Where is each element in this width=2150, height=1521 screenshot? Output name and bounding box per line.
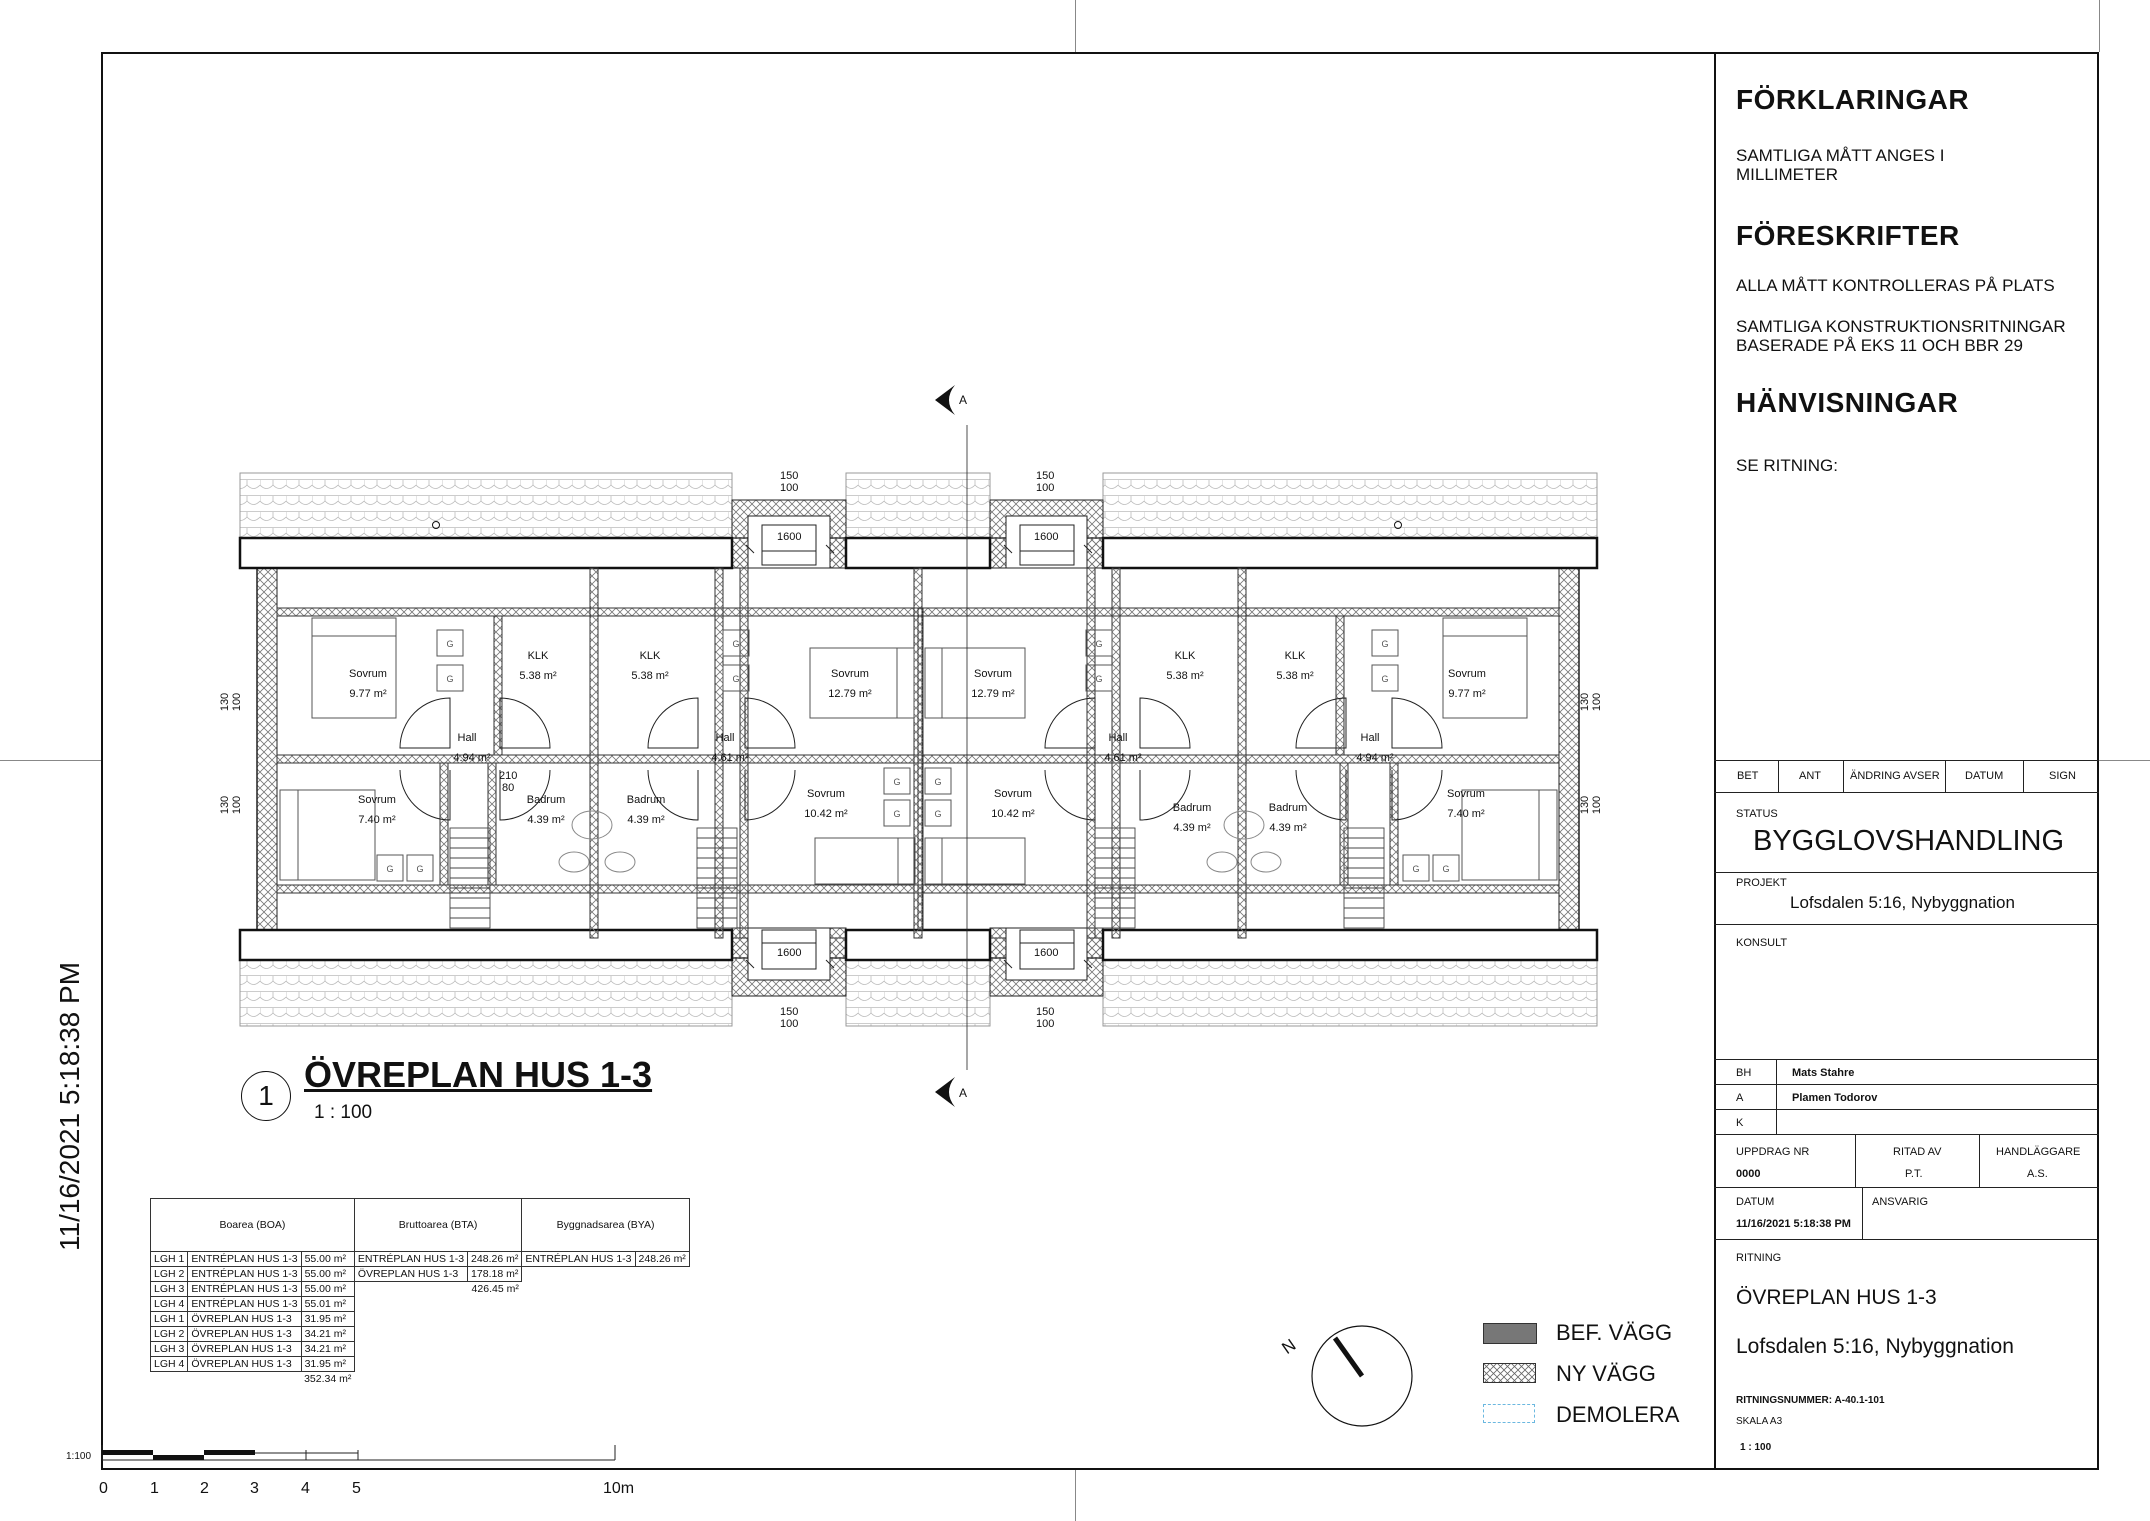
- room-label: [1155, 650, 1215, 682]
- room-area: 10.42 m²: [804, 808, 848, 820]
- room-name: KLK: [1174, 650, 1196, 662]
- hanvisningar-text: SE RITNING:: [1736, 456, 1839, 475]
- tb-sep: [1776, 1059, 1777, 1134]
- room-label: [820, 668, 880, 700]
- room-area: 12.79 m²: [971, 688, 1015, 700]
- dim-label: 100: [1036, 482, 1055, 494]
- k-label: K: [1736, 1117, 1744, 1129]
- room-label: [700, 732, 750, 764]
- room-name: Badrum: [1172, 802, 1212, 814]
- window-width-label: 1600: [1034, 531, 1059, 543]
- uppdrag-value: 0000: [1736, 1168, 1761, 1180]
- scale-tick: 1: [150, 1480, 159, 1497]
- window-width-label: 1600: [777, 947, 802, 959]
- handlaggare-label: HANDLÄGGARE: [1996, 1146, 2081, 1158]
- scale-tick: 3: [250, 1480, 259, 1497]
- dim-label: 150: [780, 1006, 799, 1018]
- room-label: [796, 788, 856, 820]
- room-area: 4.94 m²: [453, 752, 491, 764]
- tb-line: [1714, 1134, 2099, 1135]
- dim-label: 150: [1036, 1006, 1055, 1018]
- dim-label: 150: [780, 470, 799, 482]
- skala-label: SKALA A3: [1736, 1416, 1783, 1427]
- rev-line-top: [1714, 760, 2099, 761]
- room-area: 9.77 m²: [349, 688, 387, 700]
- room-area: 4.39 m²: [527, 814, 565, 826]
- svg-text:G: G: [1095, 639, 1103, 649]
- room-name: Sovrum: [1448, 668, 1486, 680]
- scale-tick: 5: [352, 1480, 361, 1497]
- table-cell: 31.95 m²: [301, 1312, 354, 1327]
- room-name: Badrum: [526, 794, 566, 806]
- tb-line: [1714, 1059, 2099, 1060]
- tb-line: [1714, 1187, 2099, 1188]
- forklaringar-text: SAMTLIGA MÅTT ANGES I MILLIMETER: [1736, 146, 1945, 184]
- room-area: 7.40 m²: [1447, 808, 1485, 820]
- room-name: Sovrum: [1447, 788, 1485, 800]
- scalebar-label: 1:100: [66, 1451, 92, 1462]
- room-area: 4.61 m²: [711, 752, 749, 764]
- svg-text:G: G: [934, 777, 942, 787]
- ritningsnummer: RITNINGSNUMMER: A-40.1-101: [1736, 1395, 1885, 1406]
- eave-beam: [846, 538, 990, 568]
- table-cell: 248.26 m²: [635, 1252, 689, 1267]
- room-name: Sovrum: [974, 668, 1012, 680]
- tb-sep: [1979, 1134, 1980, 1187]
- room-label: [616, 794, 676, 826]
- roof-tiles: [846, 958, 990, 1026]
- table-cell: LGH 3: [151, 1342, 188, 1357]
- svg-text:G: G: [386, 864, 394, 874]
- table-row: [151, 1252, 690, 1267]
- trim-mark-bottom: [1075, 1470, 1076, 1521]
- room-area: 4.39 m²: [627, 814, 665, 826]
- datum-value: 11/16/2021 5:18:38 PM: [1736, 1218, 1851, 1230]
- ansvarig-label: ANSVARIG: [1872, 1196, 1929, 1208]
- ritning-title: ÖVREPLAN HUS 1-3: [1736, 1286, 1937, 1309]
- legend-demolera-swatch: [1483, 1404, 1535, 1423]
- table-row: [151, 1297, 690, 1312]
- table-cell: ÖVREPLAN HUS 1-3: [188, 1342, 301, 1357]
- room-area: 10.42 m²: [991, 808, 1035, 820]
- ritning-sub: Lofsdalen 5:16, Nybyggnation: [1736, 1335, 2014, 1358]
- room-name: Hall: [1108, 732, 1128, 744]
- rev-header-bet: BET: [1737, 770, 1759, 782]
- side-dim: [219, 796, 243, 814]
- side-dim: [219, 693, 243, 711]
- table-cell: 34.21 m²: [301, 1342, 354, 1357]
- dim-value: 100: [1591, 692, 1604, 712]
- svg-text:G: G: [1381, 674, 1389, 684]
- projekt-value: Lofsdalen 5:16, Nybyggnation: [1790, 893, 2015, 912]
- section-label-bottom: A: [959, 1086, 968, 1100]
- room-area: 4.39 m²: [1173, 822, 1211, 834]
- rev-header-datum: DATUM: [1965, 770, 2004, 782]
- scale-tick: 2: [200, 1480, 209, 1497]
- scale-tick: 10m: [603, 1480, 635, 1497]
- section-marker: [935, 1077, 955, 1107]
- table-row: [151, 1327, 690, 1342]
- room-name: Badrum: [626, 794, 666, 806]
- konsult-label: KONSULT: [1736, 937, 1788, 949]
- table-row: [151, 1372, 690, 1387]
- foreskrifter-text1: ALLA MÅTT KONTROLLERAS PÅ PLATS: [1736, 276, 2055, 295]
- timestamp-vertical: 11/16/2021 5:18:38 PM: [54, 961, 85, 1251]
- forklaringar-title: FÖRKLARINGAR: [1736, 84, 1970, 115]
- room-area: 5.38 m²: [1276, 670, 1314, 682]
- room-label: [338, 668, 398, 700]
- rev-header-andring: ÄNDRING AVSER: [1850, 770, 1940, 782]
- eave-beam: [1103, 930, 1597, 960]
- dim-label: 100: [780, 482, 799, 494]
- table-cell: 55.00 m²: [301, 1267, 354, 1282]
- table-row: [151, 1342, 690, 1357]
- room-area: 4.61 m²: [1104, 752, 1142, 764]
- tb-sep: [1862, 1187, 1863, 1239]
- svg-text:G: G: [446, 674, 454, 684]
- room-name: Sovrum: [831, 668, 869, 680]
- room-name: Hall: [715, 732, 735, 744]
- section-marker: [935, 385, 955, 415]
- room-label: [1265, 650, 1325, 682]
- table-cell: 34.21 m²: [301, 1327, 354, 1342]
- svg-text:G: G: [416, 864, 424, 874]
- room-label: [1093, 732, 1143, 764]
- room-name: Hall: [457, 732, 477, 744]
- north-label: N: [1278, 1335, 1300, 1358]
- svg-text:G: G: [1095, 674, 1103, 684]
- rev-sep: [1778, 760, 1779, 792]
- table-cell: ENTRÉPLAN HUS 1-3: [354, 1252, 467, 1267]
- table-cell: 31.95 m²: [301, 1357, 354, 1372]
- trim-mark-right: [2099, 760, 2150, 761]
- table-cell: LGH 1: [151, 1312, 188, 1327]
- dim-value: 100: [231, 692, 244, 712]
- dim-value: 130: [1579, 692, 1592, 712]
- svg-text:G: G: [732, 639, 740, 649]
- table-cell: ÖVREPLAN HUS 1-3: [354, 1267, 467, 1282]
- north-arrow: [1300, 1320, 1420, 1440]
- side-dim: [1579, 796, 1603, 814]
- tb-line: [1714, 1239, 2099, 1240]
- room-label: [620, 650, 680, 682]
- legend-bef-vagg-swatch: [1483, 1323, 1537, 1344]
- room-label: [1436, 788, 1496, 820]
- svg-text:G: G: [1412, 864, 1420, 874]
- tb-line: [1714, 924, 2099, 925]
- dim-value: 130: [219, 692, 232, 712]
- door-dim: 80: [502, 782, 515, 794]
- window-width-label: 1600: [1034, 947, 1059, 959]
- window-width-label: 1600: [777, 531, 802, 543]
- bh-value: Mats Stahre: [1792, 1067, 1855, 1079]
- room-label: [1345, 732, 1395, 764]
- scale-tick: 4: [301, 1480, 310, 1497]
- room-area: 9.77 m²: [1448, 688, 1486, 700]
- table-row: [151, 1312, 690, 1327]
- table-row: [151, 1282, 690, 1297]
- tb-sep: [1855, 1134, 1856, 1187]
- table-cell: ENTRÉPLAN HUS 1-3: [188, 1282, 301, 1297]
- projekt-label: PROJEKT: [1736, 877, 1787, 889]
- dim-label: 100: [1036, 1018, 1055, 1030]
- datum-label: DATUM: [1736, 1196, 1775, 1208]
- svg-text:G: G: [934, 809, 942, 819]
- drawing-number-circle: [241, 1071, 291, 1121]
- tb-line: [1714, 1109, 2099, 1110]
- skala-value: 1 : 100: [1740, 1442, 1772, 1453]
- table-cell: ENTRÉPLAN HUS 1-3: [188, 1252, 301, 1267]
- svg-text:G: G: [893, 777, 901, 787]
- table-cell: ENTRÉPLAN HUS 1-3: [522, 1252, 635, 1267]
- rev-header-sign: SIGN: [2049, 770, 2076, 782]
- status-label: STATUS: [1736, 808, 1778, 820]
- scale-tick: 0: [99, 1480, 108, 1497]
- a-value: Plamen Todorov: [1792, 1092, 1878, 1104]
- room-label: [347, 794, 407, 826]
- table-cell: ENTRÉPLAN HUS 1-3: [188, 1297, 301, 1312]
- table-cell: ÖVREPLAN HUS 1-3: [188, 1357, 301, 1372]
- rev-header-ant: ANT: [1799, 770, 1821, 782]
- table-cell: LGH 4: [151, 1357, 188, 1372]
- trim-mark-topright: [2099, 0, 2100, 52]
- table-row: [151, 1357, 690, 1372]
- dim-value: 130: [219, 795, 232, 815]
- table-cell: 55.00 m²: [301, 1252, 354, 1267]
- area-header-bta: Bruttoarea (BTA): [354, 1199, 521, 1252]
- table-cell: 178.18 m²: [468, 1267, 522, 1282]
- roof-tiles: [240, 473, 732, 538]
- section-label-top: A: [959, 393, 968, 407]
- room-label: [1258, 802, 1318, 834]
- table-row: [151, 1267, 690, 1282]
- ritad-label: RITAD AV: [1893, 1146, 1942, 1158]
- bh-label: BH: [1736, 1067, 1752, 1079]
- roof-tiles: [240, 958, 732, 1026]
- room-label: [1437, 668, 1497, 700]
- tb-line: [1714, 1084, 2099, 1085]
- room-name: Sovrum: [994, 788, 1032, 800]
- table-cell: LGH 2: [151, 1267, 188, 1282]
- boa-total: 352.34 m²: [304, 1373, 352, 1385]
- dim-label: 100: [780, 1018, 799, 1030]
- dim-value: 100: [1591, 795, 1604, 815]
- rev-sep: [1945, 760, 1946, 792]
- roof-tiles: [1103, 473, 1597, 538]
- table-cell: 55.01 m²: [301, 1297, 354, 1312]
- status-value: BYGGLOVSHANDLING: [1753, 825, 2065, 857]
- table-cell: LGH 4: [151, 1297, 188, 1312]
- room-area: 5.38 m²: [631, 670, 669, 682]
- room-area: 7.40 m²: [358, 814, 396, 826]
- room-name: Sovrum: [349, 668, 387, 680]
- ritning-label: RITNING: [1736, 1252, 1782, 1264]
- table-cell: LGH 3: [151, 1282, 188, 1297]
- drawing-scale: 1 : 100: [314, 1102, 373, 1123]
- dim-value: 130: [1579, 795, 1592, 815]
- room-name: KLK: [527, 650, 549, 662]
- room-label: [516, 794, 576, 826]
- table-cell: LGH 2: [151, 1327, 188, 1342]
- table-cell: ÖVREPLAN HUS 1-3: [188, 1327, 301, 1342]
- rev-line-bottom: [1714, 792, 2099, 793]
- ritad-value: P.T.: [1905, 1168, 1923, 1180]
- room-area: 5.38 m²: [1166, 670, 1204, 682]
- svg-text:G: G: [1381, 639, 1389, 649]
- dim-label: 150: [1036, 470, 1055, 482]
- handlaggare-value: A.S.: [2027, 1168, 2048, 1180]
- table-cell: LGH 1: [151, 1252, 188, 1267]
- svg-text:G: G: [446, 639, 454, 649]
- room-area: 4.94 m²: [1356, 752, 1394, 764]
- svg-text:G: G: [893, 809, 901, 819]
- room-name: KLK: [1284, 650, 1306, 662]
- room-name: KLK: [639, 650, 661, 662]
- svg-text:G: G: [732, 674, 740, 684]
- room-label: [442, 732, 492, 764]
- room-label: [508, 650, 568, 682]
- drawing-number: 1: [258, 1080, 274, 1111]
- room-area: 12.79 m²: [828, 688, 872, 700]
- roof-tiles: [1103, 958, 1597, 1026]
- table-cell: ENTRÉPLAN HUS 1-3: [188, 1267, 301, 1282]
- eave-beam: [240, 538, 732, 568]
- area-header-boa: Boarea (BOA): [151, 1199, 355, 1252]
- area-table: [150, 1198, 690, 1386]
- side-dim: [1579, 693, 1603, 711]
- eave-beam: [240, 930, 732, 960]
- drawing-title: ÖVREPLAN HUS 1-3: [304, 1054, 653, 1095]
- room-name: Badrum: [1268, 802, 1308, 814]
- room-label: [983, 788, 1043, 820]
- hanvisningar-title: HÄNVISNINGAR: [1736, 387, 1959, 418]
- rev-sep: [1843, 760, 1844, 792]
- roof-tiles: [846, 473, 990, 538]
- door-dim: 210: [499, 770, 518, 782]
- legend-ny-vagg-swatch: [1483, 1363, 1537, 1384]
- room-name: Sovrum: [807, 788, 845, 800]
- table-cell: 248.26 m²: [468, 1252, 522, 1267]
- a-label: A: [1736, 1092, 1744, 1104]
- room-area: 4.39 m²: [1269, 822, 1307, 834]
- room-name: Sovrum: [358, 794, 396, 806]
- eave-beam: [1103, 538, 1597, 568]
- tb-line: [1714, 872, 2099, 873]
- legend-demolera: DEMOLERA: [1556, 1402, 1680, 1427]
- table-cell: 55.00 m²: [301, 1282, 354, 1297]
- room-name: Hall: [1360, 732, 1380, 744]
- legend-ny-vagg: NY VÄGG: [1556, 1361, 1656, 1386]
- foreskrifter-text2: SAMTLIGA KONSTRUKTIONSRITNINGAR BASERADE PÅ EKS 11 OCH BBR 29: [1736, 317, 2066, 355]
- foreskrifter-title: FÖRESKRIFTER: [1736, 220, 1960, 251]
- room-label: [1162, 802, 1222, 834]
- room-label: [963, 668, 1023, 700]
- room-area: 5.38 m²: [519, 670, 557, 682]
- bta-total: 426.45 m²: [471, 1283, 519, 1296]
- uppdrag-label: UPPDRAG NR: [1736, 1146, 1810, 1158]
- svg-text:G: G: [1442, 864, 1450, 874]
- dim-value: 100: [231, 795, 244, 815]
- legend-bef-vagg: BEF. VÄGG: [1556, 1320, 1673, 1345]
- area-header-bya: Byggnadsarea (BYA): [522, 1199, 689, 1252]
- scale-bar: [100, 1440, 620, 1470]
- rev-sep: [2023, 760, 2024, 792]
- table-cell: ÖVREPLAN HUS 1-3: [188, 1312, 301, 1327]
